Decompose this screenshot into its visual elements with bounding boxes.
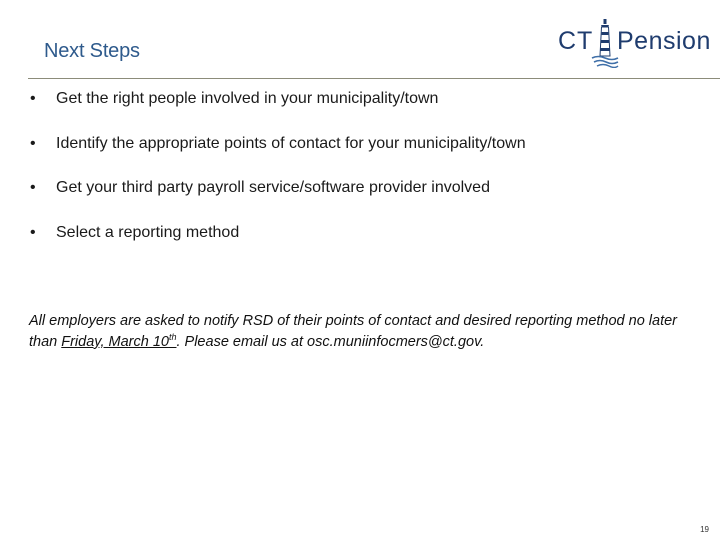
- note-text-part1: All employers are asked to notify RSD of their points of contact and desired reporting method no later than: [29, 313, 678, 350]
- next-steps-list: [30, 90, 710, 269]
- logo-ct-text: CT: [558, 27, 594, 55]
- bullet-dot: •: [30, 90, 36, 107]
- deadline-note: [29, 311, 689, 353]
- logo-pension-text: Pension: [617, 27, 711, 55]
- bullet-dot: •: [30, 224, 36, 242]
- lighthouse-icon: [591, 18, 619, 68]
- list-item-text: Get the right people involved in your municipality/town: [56, 90, 439, 107]
- deadline-date-main: Friday, March 10: [61, 334, 169, 350]
- header-divider: [28, 78, 720, 79]
- deadline-date: [61, 334, 176, 350]
- bullet-dot: •: [30, 179, 36, 197]
- list-item: [30, 179, 710, 224]
- list-item-text: Get your third party payroll service/software provider involved: [56, 179, 490, 197]
- ct-pension-logo: [556, 18, 712, 70]
- note-text-part2: . Please email us at osc.muniinfocmers@ct.gov.: [176, 334, 485, 350]
- list-item: [30, 224, 710, 269]
- bullet-dot: •: [30, 134, 36, 152]
- list-item: [30, 90, 710, 135]
- slide-title: Next Steps: [44, 40, 140, 62]
- list-item: [30, 135, 710, 180]
- page-number: 19: [700, 525, 709, 534]
- list-item-text: Select a reporting method: [56, 224, 240, 242]
- list-item-text: Identify the appropriate points of contact for your municipality/town: [56, 134, 526, 152]
- deadline-date-suffix: th: [168, 332, 177, 343]
